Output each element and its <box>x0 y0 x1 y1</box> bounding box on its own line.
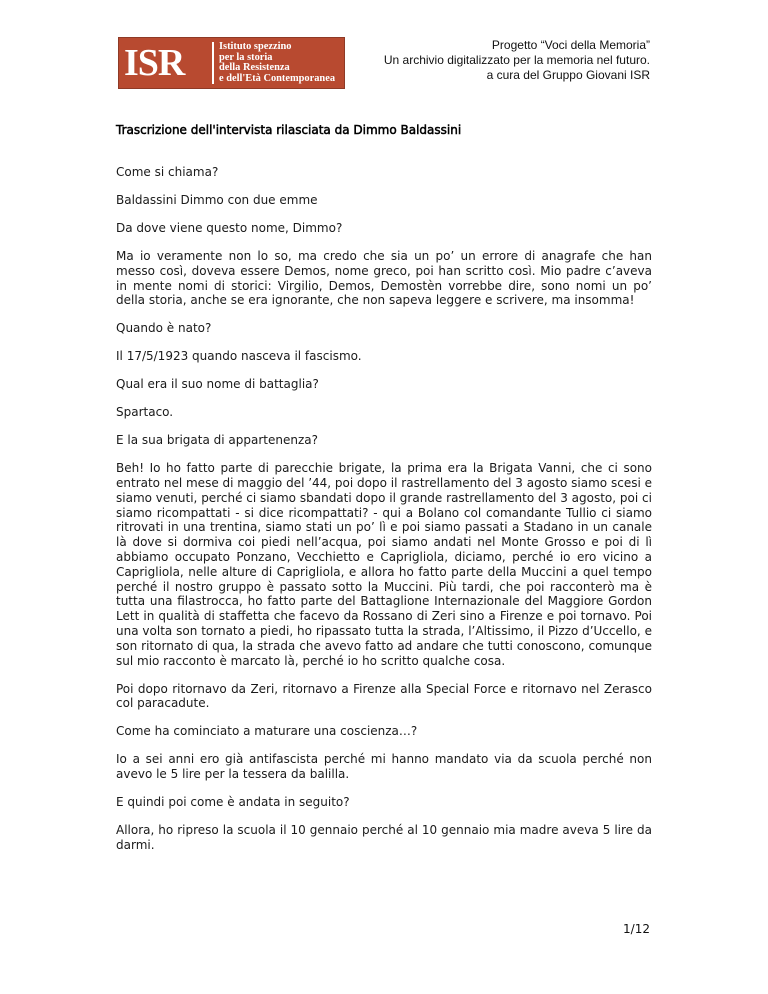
interview-answer: Beh! Io ho fatto parte di parecchie brigate, la prima era la Brigata Vanni, che ci sono entrato nel mese di maggio del ’44, poi dopo il rastrellamento del 3 agosto siamo scesi e siamo venuti, perché ci siamo sbandati dopo il grande rastrellamento del 3 agosto, poi ci siamo ricompattati - si dice ricompattati? - qui a Bolano col comandante Tullio ci siamo ritrovati in una trentina, siamo stati un po’ lì e poi siamo passati a Stadano in un canale là dove si dormiva coi piedi nell’acqua, poi siamo andati nel Monte Grosso e poi di lì abbiamo occupato Ponzano, Vecchietto e Caprigliola, diciamo, perché io ero vicino a Caprigliola, nelle alture di Caprigliola, e allora ho fatto parte della Muccini a quel tempo perché il nostro gruppo è passato sotto la Muccini. Più tardi, che poi racconterò ma è tutta una filastrocca, ho fatto parte del Battaglione Internazionale del Maggiore Gordon Lett in qualità di staffetta che facevo da Rossano di Zeri sino a Firenze e poi tornavo. Poi una volta son tornato a piedi, ho ripassato tutta la strada, l’Altissimo, il Pizzo d’Uccello, e son ritornato di qua, la strada che avevo fatto ad andare che tutti conoscono, comunque sul mio racconto è marcato là, perché io ho scritto qualche cosa. <box>116 461 652 668</box>
isr-logo <box>118 37 345 89</box>
logo-line: e dell'Età Contemporanea <box>219 72 336 84</box>
interview-question: E quindi poi come è andata in seguito? <box>116 795 350 810</box>
interview-question: Quando è nato? <box>116 321 212 336</box>
interview-answer: Poi dopo ritornavo da Zeri, ritornavo a Firenze alla Special Force e ritornavo nel Zerasco col paracadute. <box>116 681 652 711</box>
interview-answer: Spartaco. <box>116 405 174 420</box>
logo-line: Istituto spezzino <box>219 41 292 52</box>
interview-answer: Ma io veramente non lo so, ma credo che sia un po’ un errore di anagrafe che han messo così, doveva essere Demos, nome greco, poi han scritto così. Mio padre c’aveva in mente nomi di storici: Virgilio, Demos, Demostèn vorrebbe dire, sono nomi un po’ della storia, anche se era ignorante, che non sapeva leggere e scrivere, ma insomma! <box>116 248 652 308</box>
logo-line: per la storia <box>219 51 273 63</box>
logo-institute-name <box>219 42 335 84</box>
project-credit: a cura del Gruppo Giovani ISR <box>486 68 650 82</box>
interview-question: Qual era il suo nome di battaglia? <box>116 377 319 392</box>
interview-body <box>116 165 652 866</box>
interview-question: E la sua brigata di appartenenza? <box>116 433 318 448</box>
interview-answer: Il 17/5/1923 quando nasceva il fascismo. <box>116 349 362 364</box>
project-title: Progetto “Voci della Memoria” <box>491 38 650 52</box>
document-title: Trascrizione dell'intervista rilasciata da Dimmo Baldassini <box>116 123 462 137</box>
interview-answer: Baldassini Dimmo con due emme <box>116 192 318 207</box>
logo-acronym: ISR <box>124 42 185 84</box>
interview-question: Come si chiama? <box>116 165 219 179</box>
project-subtitle: Un archivio digitalizzato per la memoria nel futuro. <box>383 53 650 67</box>
project-header <box>384 38 650 83</box>
interview-question: Da dove viene questo nome, Dimmo? <box>116 220 343 235</box>
interview-answer: Allora, ho ripreso la scuola il 10 gennaio perché al 10 gennaio mia madre aveva 5 lire da darmi. <box>116 823 652 852</box>
interview-answer: Io a sei anni ero già antifascista perché mi hanno mandato via da scuola perché non avevo le 5 lire per la tessera da balilla. <box>116 752 652 782</box>
page-number: 1/12 <box>623 922 650 936</box>
logo-divider <box>212 42 214 84</box>
interview-question: Come ha cominciato a maturare una coscienza…? <box>116 724 418 739</box>
logo-line: della Resistenza <box>219 62 290 73</box>
